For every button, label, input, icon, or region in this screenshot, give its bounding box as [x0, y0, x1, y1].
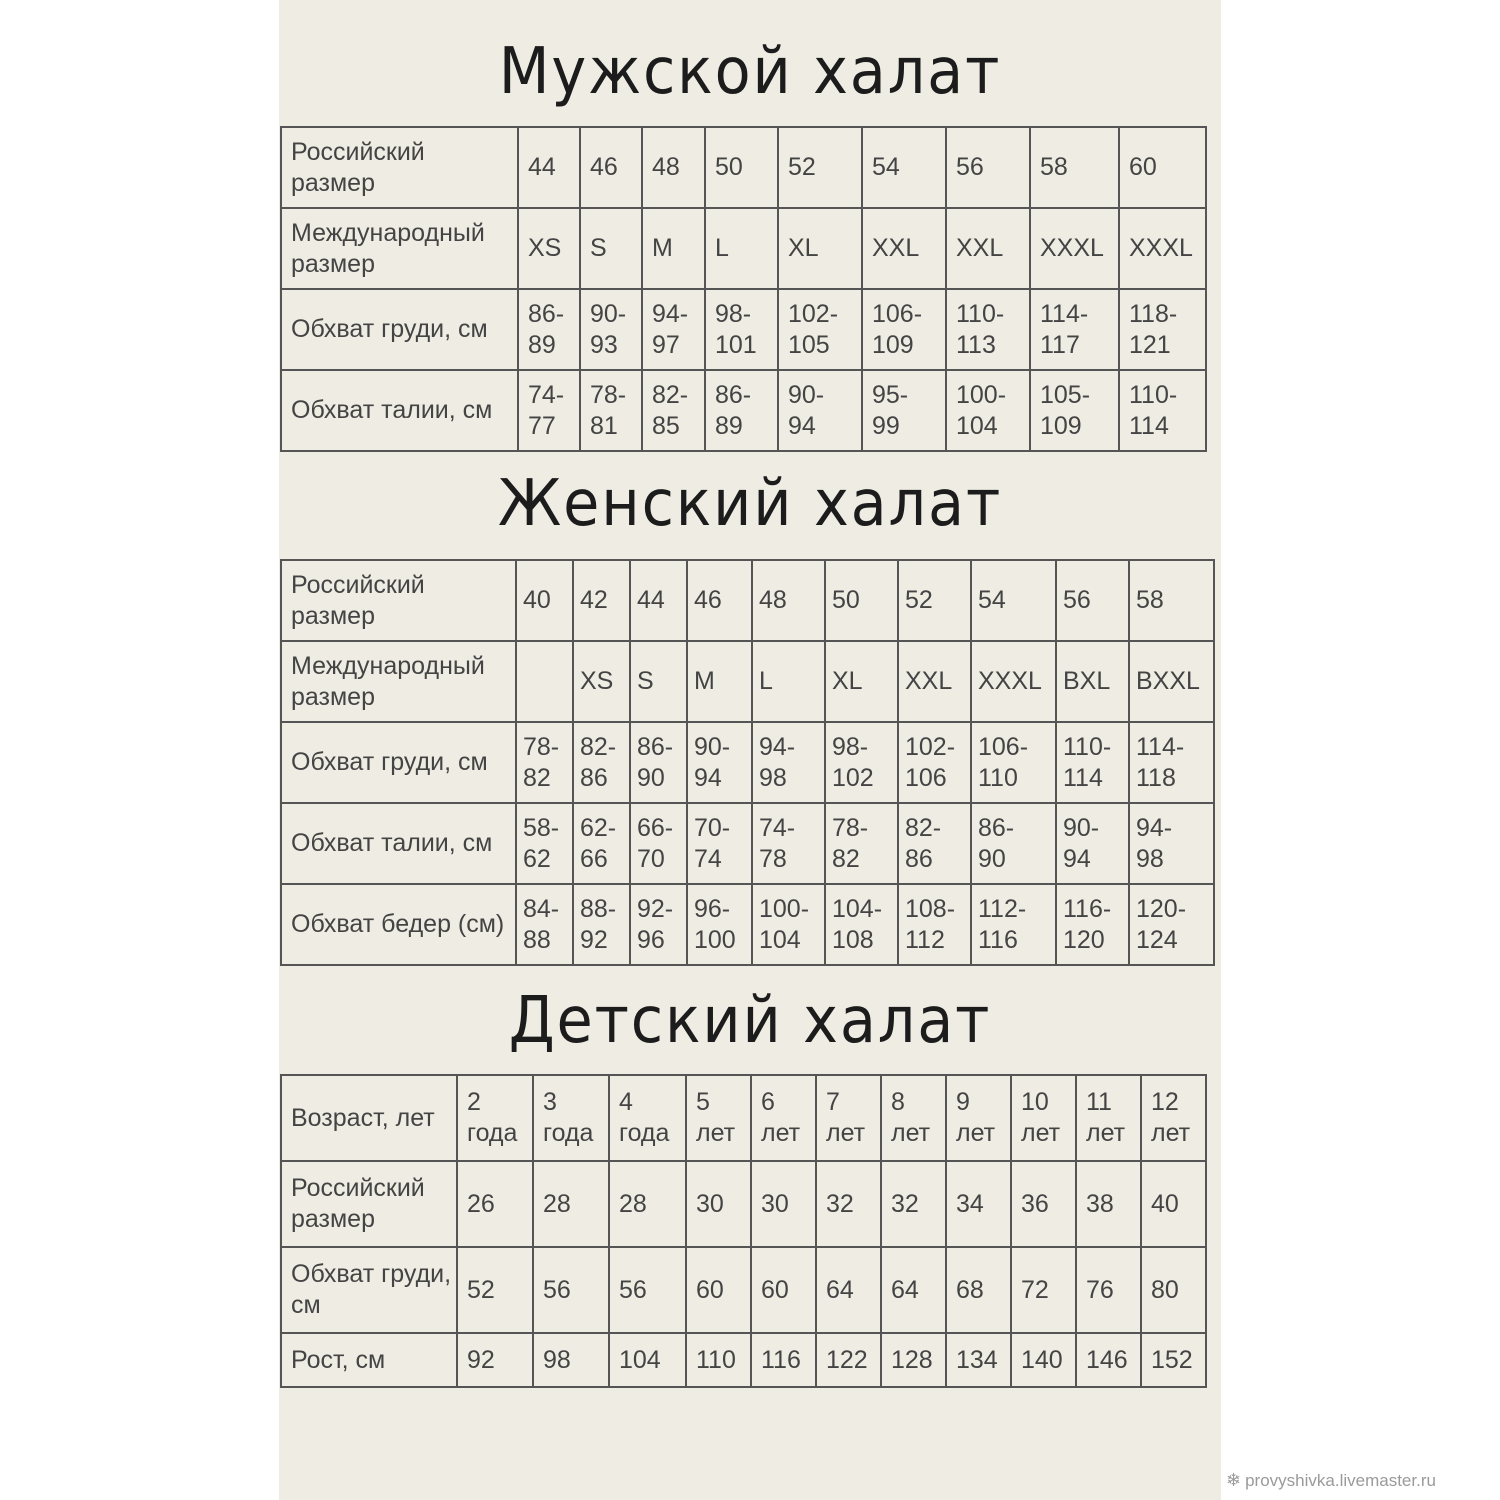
- table-cell: 110- 114: [1119, 370, 1206, 451]
- table-cell: 146: [1076, 1333, 1141, 1387]
- table-cell: 102- 105: [778, 289, 862, 370]
- table-cell: S: [630, 641, 687, 722]
- table-cell: 28: [533, 1161, 609, 1247]
- table-cell: 112- 116: [971, 884, 1056, 965]
- table-cell: 70- 74: [687, 803, 752, 884]
- row-header-cell: Обхват талии, см: [281, 803, 516, 884]
- table-cell: 86- 89: [518, 289, 580, 370]
- table-cell: 56: [946, 127, 1030, 208]
- table-cell: 94- 97: [642, 289, 705, 370]
- table-cell: 40: [1141, 1161, 1206, 1247]
- table-cell: 100- 104: [946, 370, 1030, 451]
- table-cell: 26: [457, 1161, 533, 1247]
- women-size-table: [280, 559, 1215, 966]
- table-cell: 58: [1030, 127, 1119, 208]
- table-cell: S: [580, 208, 642, 289]
- table-cell: 104: [609, 1333, 686, 1387]
- table-cell: 2 года: [457, 1075, 533, 1161]
- table-cell: 110- 114: [1056, 722, 1129, 803]
- table-row: [281, 884, 1214, 965]
- table-cell: 122: [816, 1333, 881, 1387]
- table-row: [281, 1247, 1206, 1333]
- table-cell: 116- 120: [1056, 884, 1129, 965]
- row-header-cell: Рост, см: [281, 1333, 457, 1387]
- table-cell: 32: [816, 1161, 881, 1247]
- men-title: Мужской халат: [498, 35, 1002, 109]
- table-cell: 46: [580, 127, 642, 208]
- table-cell: 30: [686, 1161, 751, 1247]
- table-cell: L: [705, 208, 778, 289]
- row-header-cell: Обхват груди, см: [281, 722, 516, 803]
- table-cell: 50: [825, 560, 898, 641]
- table-cell: 36: [1011, 1161, 1076, 1247]
- table-cell: 74- 78: [752, 803, 825, 884]
- table-cell: 62- 66: [573, 803, 630, 884]
- row-header-cell: Международный размер: [281, 641, 516, 722]
- table-cell: 106- 109: [862, 289, 946, 370]
- table-cell: 8 лет: [881, 1075, 946, 1161]
- table-cell: 46: [687, 560, 752, 641]
- table-cell: 44: [518, 127, 580, 208]
- table-cell: 9 лет: [946, 1075, 1011, 1161]
- table-row: [281, 208, 1206, 289]
- table-cell: 120- 124: [1129, 884, 1214, 965]
- table-cell: 4 года: [609, 1075, 686, 1161]
- table-cell: 92: [457, 1333, 533, 1387]
- table-cell: XXL: [946, 208, 1030, 289]
- table-cell: 7 лет: [816, 1075, 881, 1161]
- table-cell: 60: [686, 1247, 751, 1333]
- table-cell: 116: [751, 1333, 816, 1387]
- row-header-cell: Возраст, лет: [281, 1075, 457, 1161]
- table-cell: 30: [751, 1161, 816, 1247]
- table-cell: 58- 62: [516, 803, 573, 884]
- table-cell: 10 лет: [1011, 1075, 1076, 1161]
- women-title: Женский халат: [497, 467, 1003, 541]
- table-cell: 140: [1011, 1333, 1076, 1387]
- row-header-cell: Обхват бедер (см): [281, 884, 516, 965]
- table-cell: 32: [881, 1161, 946, 1247]
- table-cell: 52: [778, 127, 862, 208]
- table-cell: 6 лет: [751, 1075, 816, 1161]
- watermark-text: provyshivka.livemaster.ru: [1245, 1471, 1436, 1490]
- table-cell: 44: [630, 560, 687, 641]
- table-row: [281, 722, 1214, 803]
- table-cell: 50: [705, 127, 778, 208]
- row-header-cell: Обхват груди, см: [281, 289, 518, 370]
- table-cell: BXL: [1056, 641, 1129, 722]
- table-cell: 40: [516, 560, 573, 641]
- table-cell: 72: [1011, 1247, 1076, 1333]
- table-cell: 11 лет: [1076, 1075, 1141, 1161]
- table-cell: 95- 99: [862, 370, 946, 451]
- table-cell: XS: [573, 641, 630, 722]
- table-cell: 80: [1141, 1247, 1206, 1333]
- table-cell: 68: [946, 1247, 1011, 1333]
- table-cell: 105- 109: [1030, 370, 1119, 451]
- table-cell: 48: [642, 127, 705, 208]
- table-cell: 52: [457, 1247, 533, 1333]
- row-header-cell: Международный размер: [281, 208, 518, 289]
- table-cell: 52: [898, 560, 971, 641]
- table-cell: 110- 113: [946, 289, 1030, 370]
- table-row: [281, 641, 1214, 722]
- table-cell: 42: [573, 560, 630, 641]
- table-cell: BXXL: [1129, 641, 1214, 722]
- table-cell: XL: [778, 208, 862, 289]
- table-row: [281, 803, 1214, 884]
- kids-title: Детский халат: [508, 984, 992, 1058]
- table-row: [281, 370, 1206, 451]
- table-cell: 86- 90: [630, 722, 687, 803]
- table-row: [281, 1333, 1206, 1387]
- table-cell: 98: [533, 1333, 609, 1387]
- table-cell: 98- 102: [825, 722, 898, 803]
- table-cell: 28: [609, 1161, 686, 1247]
- table-cell: 60: [1119, 127, 1206, 208]
- table-cell: 78- 82: [516, 722, 573, 803]
- table-row: [281, 289, 1206, 370]
- row-header-cell: Российский размер: [281, 127, 518, 208]
- table-cell: 64: [816, 1247, 881, 1333]
- table-cell: 56: [1056, 560, 1129, 641]
- table-cell: 86- 89: [705, 370, 778, 451]
- row-header-cell: Обхват талии, см: [281, 370, 518, 451]
- snowflake-icon: ❄: [1226, 1470, 1242, 1490]
- table-cell: 82- 86: [898, 803, 971, 884]
- table-cell: 102- 106: [898, 722, 971, 803]
- table-cell: 90- 94: [687, 722, 752, 803]
- table-cell: 118- 121: [1119, 289, 1206, 370]
- table-cell: 54: [971, 560, 1056, 641]
- table-row: [281, 127, 1206, 208]
- table-cell: 108- 112: [898, 884, 971, 965]
- table-cell: 56: [609, 1247, 686, 1333]
- table-cell: 152: [1141, 1333, 1206, 1387]
- table-cell: XXL: [862, 208, 946, 289]
- table-cell: 34: [946, 1161, 1011, 1247]
- row-header-cell: Обхват груди, см: [281, 1247, 457, 1333]
- table-cell: 56: [533, 1247, 609, 1333]
- table-cell: 110: [686, 1333, 751, 1387]
- table-cell: 58: [1129, 560, 1214, 641]
- table-cell: 104- 108: [825, 884, 898, 965]
- table-cell: XXXL: [1030, 208, 1119, 289]
- table-cell: XS: [518, 208, 580, 289]
- table-cell: L: [752, 641, 825, 722]
- table-cell: 128: [881, 1333, 946, 1387]
- table-cell: 78- 81: [580, 370, 642, 451]
- table-cell: 90- 94: [1056, 803, 1129, 884]
- table-cell: 84- 88: [516, 884, 573, 965]
- row-header-cell: Российский размер: [281, 1161, 457, 1247]
- kids-size-table: [280, 1074, 1207, 1388]
- table-row: [281, 1075, 1206, 1161]
- table-cell: 82- 85: [642, 370, 705, 451]
- table-cell: 3 года: [533, 1075, 609, 1161]
- table-cell: [516, 641, 573, 722]
- table-cell: 5 лет: [686, 1075, 751, 1161]
- table-cell: 90- 93: [580, 289, 642, 370]
- table-cell: 98- 101: [705, 289, 778, 370]
- table-cell: 60: [751, 1247, 816, 1333]
- table-row: [281, 560, 1214, 641]
- table-cell: 96- 100: [687, 884, 752, 965]
- table-cell: 12 лет: [1141, 1075, 1206, 1161]
- table-cell: 54: [862, 127, 946, 208]
- table-cell: 114- 118: [1129, 722, 1214, 803]
- table-cell: 94- 98: [1129, 803, 1214, 884]
- table-cell: 92- 96: [630, 884, 687, 965]
- table-cell: 90- 94: [778, 370, 862, 451]
- table-cell: 64: [881, 1247, 946, 1333]
- table-row: [281, 1161, 1206, 1247]
- table-cell: 86- 90: [971, 803, 1056, 884]
- table-cell: 88- 92: [573, 884, 630, 965]
- table-cell: M: [687, 641, 752, 722]
- table-cell: 100- 104: [752, 884, 825, 965]
- table-cell: M: [642, 208, 705, 289]
- table-cell: 94- 98: [752, 722, 825, 803]
- table-cell: XXXL: [971, 641, 1056, 722]
- table-cell: 76: [1076, 1247, 1141, 1333]
- men-size-table: [280, 126, 1207, 452]
- table-cell: 78- 82: [825, 803, 898, 884]
- table-cell: 134: [946, 1333, 1011, 1387]
- table-cell: 74- 77: [518, 370, 580, 451]
- table-cell: 48: [752, 560, 825, 641]
- row-header-cell: Российский размер: [281, 560, 516, 641]
- table-cell: XL: [825, 641, 898, 722]
- table-cell: 66- 70: [630, 803, 687, 884]
- table-cell: 38: [1076, 1161, 1141, 1247]
- watermark: [1226, 1470, 1436, 1491]
- table-cell: 114- 117: [1030, 289, 1119, 370]
- table-cell: 82- 86: [573, 722, 630, 803]
- table-cell: XXXL: [1119, 208, 1206, 289]
- table-cell: 106- 110: [971, 722, 1056, 803]
- table-cell: XXL: [898, 641, 971, 722]
